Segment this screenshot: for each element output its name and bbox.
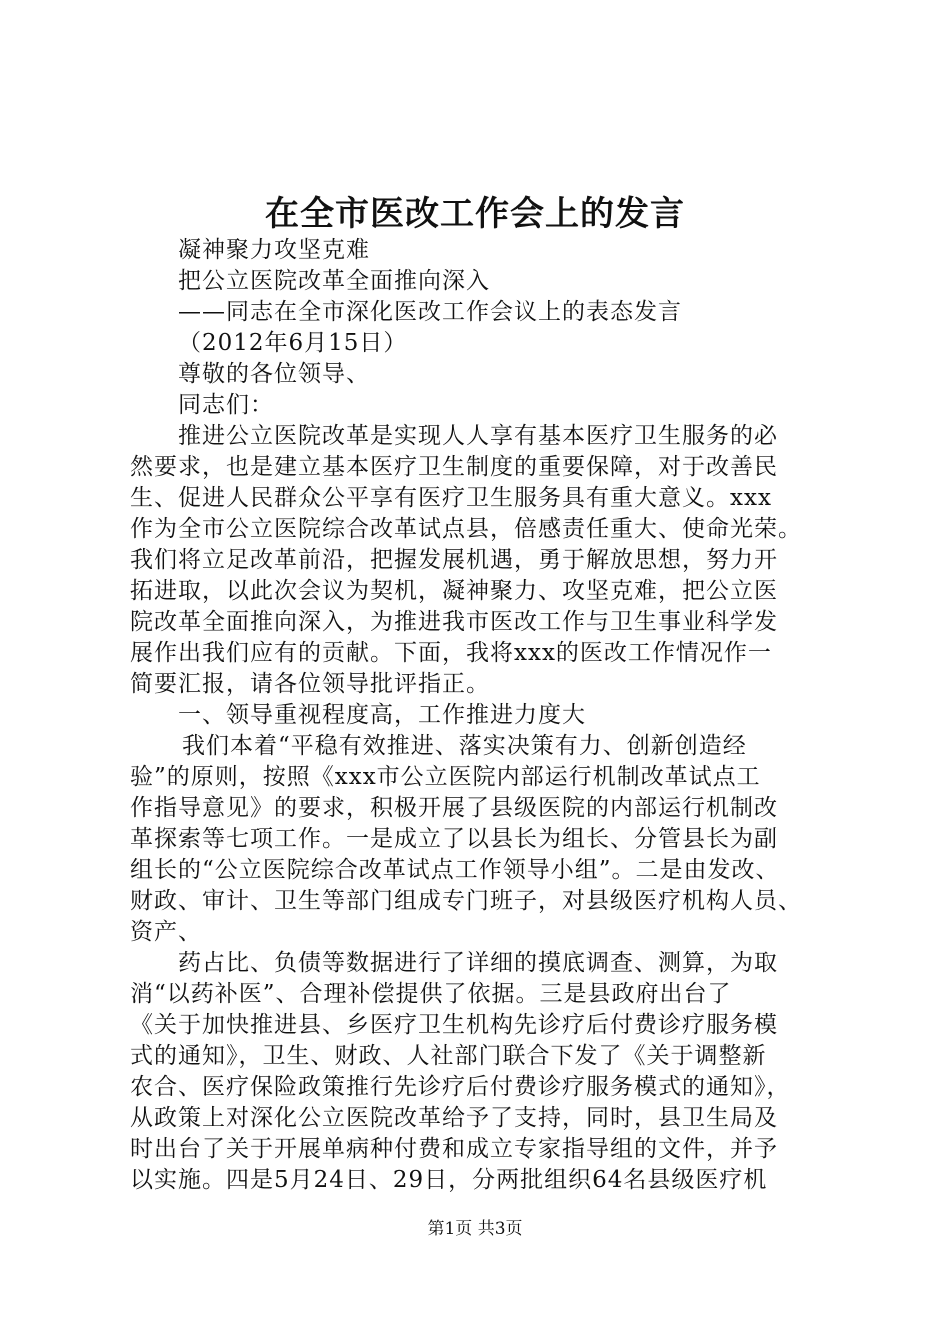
paragraph-line: 资产、 [130, 919, 202, 945]
paragraph-line: 我们本着“平稳有效推进、落实决策有力、创新创造经 [182, 733, 747, 759]
paragraph-line: 验”的原则，按照《xxx市公立医院内部运行机制改革试点工 [130, 764, 761, 790]
salutation-line-2: 同志们： [178, 392, 274, 418]
paragraph-line: 展作出我们应有的贡献。下面，我将xxx的医改工作情况作一 [130, 640, 772, 666]
subtitle-line-2: 把公立医院改革全面推向深入 [178, 268, 490, 294]
paragraph-line: 院改革全面推向深入，为推进我市医改工作与卫生事业科学发 [130, 609, 778, 635]
paragraph-line: 作指导意见》的要求，积极开展了县级医院的内部运行机制改 [130, 795, 778, 821]
paragraph-line: 拓进取，以此次会议为契机，凝神聚力、攻坚克难，把公立医 [130, 578, 778, 604]
section-heading: 一、领导重视程度高，工作推进力度大 [178, 702, 586, 728]
document-title: 在全市医改工作会上的发言 [265, 194, 685, 234]
paragraph-line: 革探索等七项工作。一是成立了以县长为组长、分管县长为副 [130, 826, 778, 852]
section-1 [130, 700, 830, 731]
date-line: （2012年6月15日） [178, 330, 408, 356]
paragraph-line: 式的通知》，卫生、财政、人社部门联合下发了《关于调整新 [130, 1043, 767, 1069]
subtitle-line-3: ——同志在全市深化医改工作会议上的表态发言 [178, 299, 682, 325]
paragraph-line: 时出台了关于开展单病种付费和成立专家指导组的文件，并予 [130, 1136, 778, 1162]
paragraph-line: 从政策上对深化公立医院改革给予了支持，同时，县卫生局及 [130, 1105, 778, 1131]
subtitle-line-1: 凝神聚力攻坚克难 [178, 237, 370, 263]
paragraph-line: 我们将立足改革前沿，把握发展机遇，勇于解放思想，努力开 [130, 547, 778, 573]
paragraph-line: 组长的“公立医院综合改革试点工作领导小组”。二是由发改、 [130, 857, 780, 883]
paragraph-line: 然要求，也是建立基本医疗卫生制度的重要保障，对于改善民 [130, 454, 778, 480]
paragraph-line: 财政、审计、卫生等部门组成专门班子，对县级医疗机构人员、 [130, 888, 802, 914]
salutation-line-1: 尊敬的各位领导、 [178, 361, 370, 387]
paragraph-line: 推进公立医院改革是实现人人享有基本医疗卫生服务的必 [178, 423, 778, 449]
paragraph-line: 作为全市公立医院综合改革试点县，倍感责任重大、使命光荣。 [130, 516, 802, 542]
paragraph-line: 消“以药补医”、合理补偿提供了依据。三是县政府出台了 [130, 981, 732, 1007]
page-footer: 第1页 共3页 [427, 1219, 523, 1239]
paragraph-line: 生、促进人民群众公平享有医疗卫生服务具有重大意义。xxx [130, 485, 772, 511]
paragraph-3 [130, 948, 830, 1196]
paragraph-line: 药占比、负债等数据进行了详细的摸底调查、测算，为取 [178, 950, 778, 976]
paragraph-line: 《关于加快推进县、乡医疗卫生机构先诊疗后付费诊疗服务模 [130, 1012, 778, 1038]
paragraph-line: 以实施。四是5月24日、29日，分两批组织64名县级医疗机 [130, 1167, 768, 1193]
paragraph-line: 农合、医疗保险政策推行先诊疗后付费诊疗服务模式的通知》， [130, 1074, 791, 1100]
paragraph-2 [130, 731, 830, 948]
paragraph-line: 简要汇报，请各位领导批评指正。 [130, 671, 490, 697]
paragraph-1 [130, 421, 830, 700]
header-block [130, 235, 830, 421]
